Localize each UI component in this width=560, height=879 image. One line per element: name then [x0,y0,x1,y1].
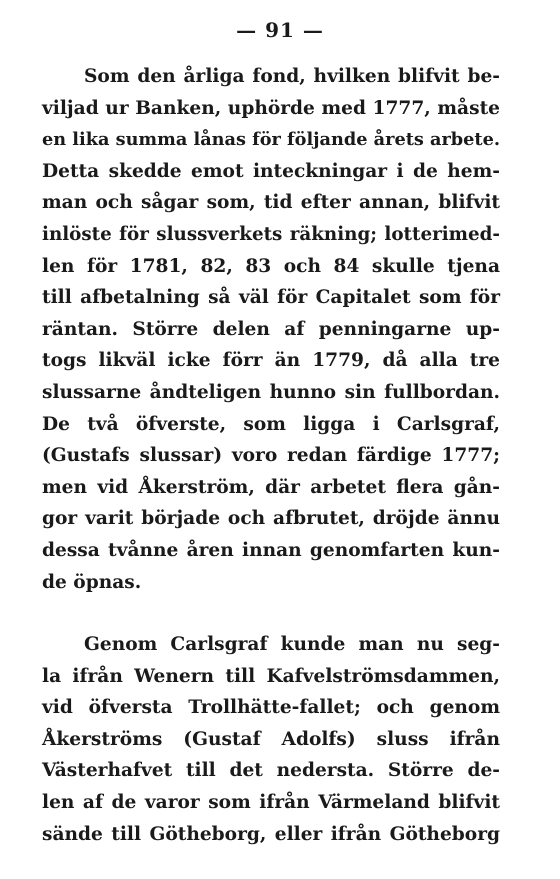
text-line: Västerhafvet till det nedersta. Större de- [42,760,500,782]
text-line: len af de varor som ifrån Värmeland blifvit [42,791,500,813]
text-line: till afbetalning så väl för Capitalet som för [42,287,500,309]
text-line: vid öfversta Trollhätte-fallet; och genom [42,697,500,719]
text-line: sände till Götheborg, eller ifrån Götheborg [42,823,500,845]
text-line: Genom Carlsgraf kunde man nu seg- [84,634,500,655]
page-number: — 91 — [236,18,324,42]
text-line: gor varit började och afbrutet, dröjde ännu [42,508,500,530]
paragraph [42,61,500,598]
paragraph [42,629,500,850]
text-line: la ifrån Wenern till Kafvelströmsdammen, [42,665,500,687]
text-line: de öpnas. [42,571,142,593]
text-line: De två öfverste, som ligga i Carlsgraf, [42,413,500,435]
text-line: Detta skedde emot inteckningar i de hem- [42,160,500,182]
text-line: togs likväl icke förr än 1779, då alla tre [42,350,500,372]
text-line: dessa tvånne åren innan genomfarten kun- [42,539,500,561]
text-line: viljad ur Banken, uphörde med 1777, måste [42,97,500,119]
text-line: man och sågar som, tid efter annan, blifvit [42,192,500,214]
text-line: Som den årliga fond, hvilken blifvit be- [84,66,500,87]
text-line: slussarne åndteligen hunno sin fullbordan. [42,381,500,403]
text-line: en lika summa lånas för följande årets arbete. [42,129,500,151]
text-line: (Gustafs slussar) voro redan färdige 1777; [42,445,500,467]
text-line: räntan. Större delen af penningarne up- [42,318,500,340]
text-line: inlöste för slussverkets räkning; lotterimed- [42,223,500,245]
text-line: Åkerströms (Gustaf Adolfs) sluss ifrån [42,728,500,750]
text-line: len för 1781, 82, 83 och 84 skulle tjena [42,255,500,277]
text-line: men vid Åkerström, där arbetet flera gån- [42,476,500,498]
